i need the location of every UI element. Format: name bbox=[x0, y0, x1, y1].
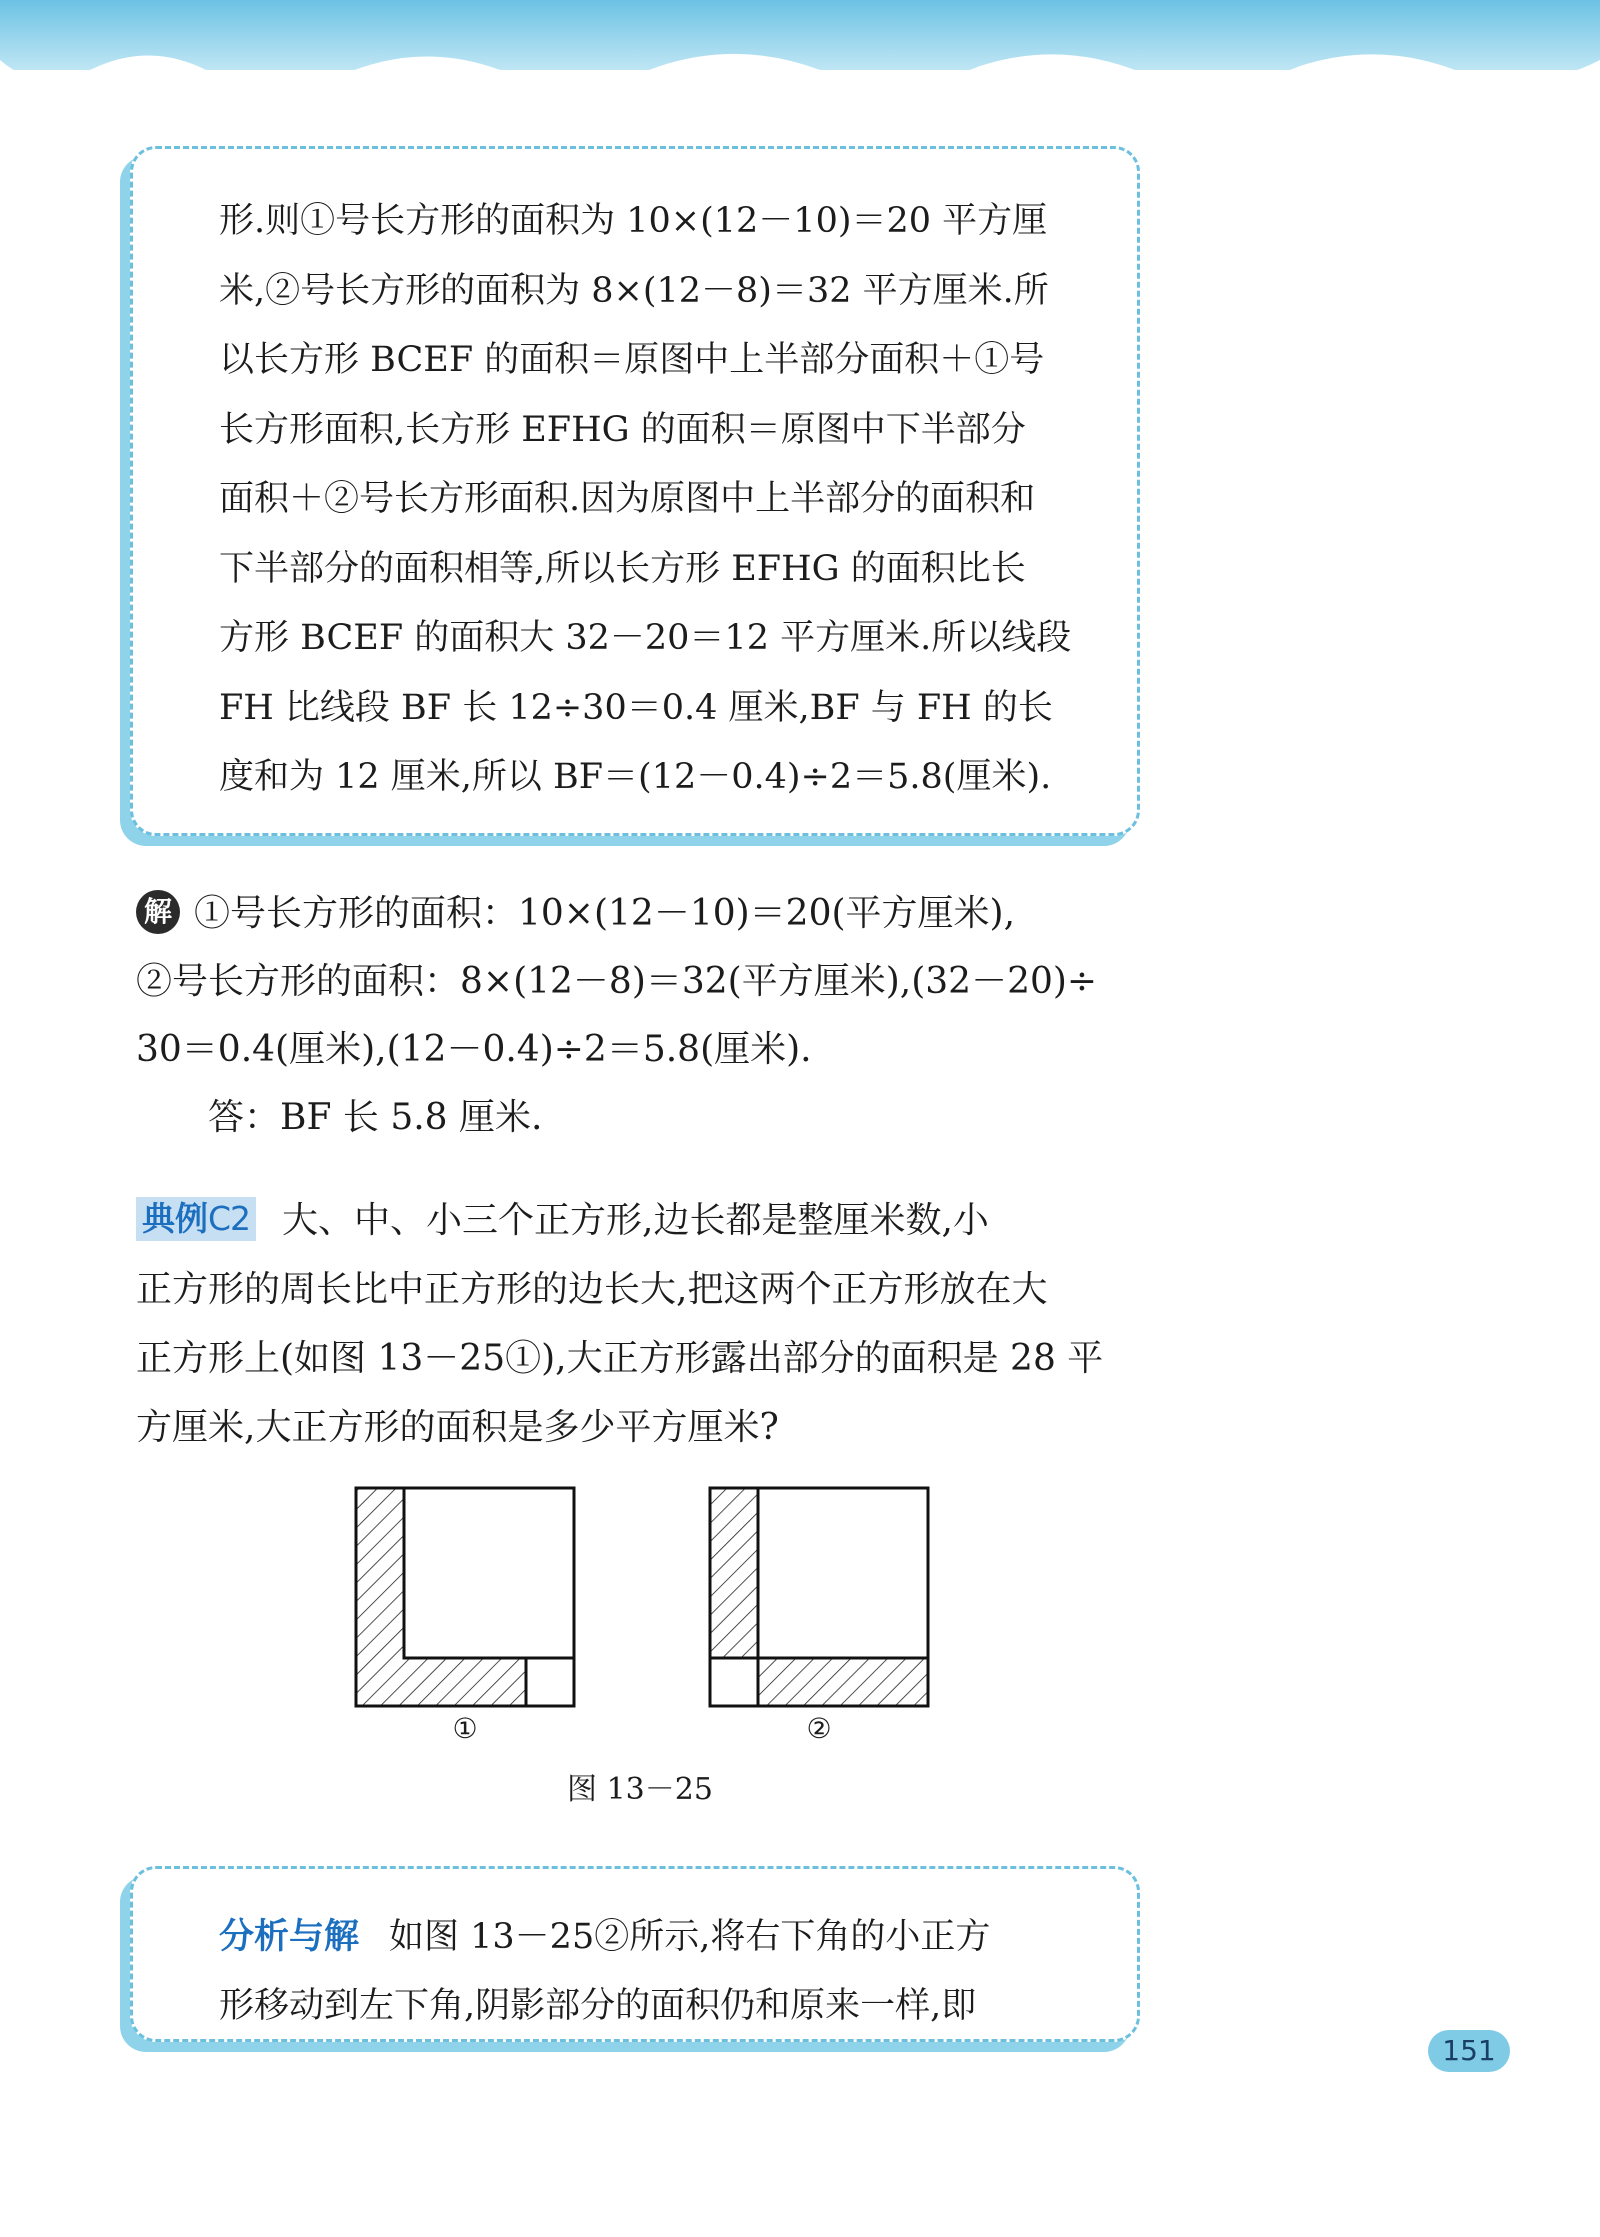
analysis-line-9: 度和为 12 厘米,所以 BF＝(12－0.4)÷2＝5.8(厘米). bbox=[219, 757, 1052, 797]
analysis-line-6: 下半部分的面积相等,所以长方形 EFHG 的面积比长 bbox=[219, 548, 1026, 589]
analysis-line-4: 长方形面积,长方形 EFHG 的面积＝原图中下半部分 bbox=[219, 409, 1026, 450]
example-badge bbox=[136, 1197, 256, 1241]
analysis-2-line-1-text: 如图 13－25②所示,将右下角的小正方 bbox=[389, 1917, 991, 1957]
solution-line-1 bbox=[136, 880, 1097, 948]
analysis-line-8: FH 比线段 BF 长 12÷30＝0.4 厘米,BF 与 FH 的长 bbox=[219, 687, 1053, 728]
solution-line-2: ②号长方形的面积：8×(12－8)＝32(平方厘米),(32－20)÷ bbox=[136, 961, 1098, 1002]
example-badge-prefix: 典例 bbox=[142, 1199, 208, 1238]
solution-badge: 解 bbox=[136, 890, 180, 934]
figure-2-squares bbox=[710, 1488, 928, 1706]
figure-2-medium-square bbox=[758, 1488, 928, 1658]
analysis-line-3: 以长方形 BCEF 的面积＝原图中上半部分面积＋①号 bbox=[219, 340, 1045, 380]
example-line-4: 方厘米,大正方形的面积是多少平方厘米? bbox=[136, 1407, 779, 1448]
analysis-line-7: 方形 BCEF 的面积大 32－20＝12 平方厘米.所以线段 bbox=[219, 618, 1072, 658]
figure-2-label: ② bbox=[806, 1712, 832, 1745]
analysis-2-line-2: 形移动到左下角,阴影部分的面积仍和原来一样,即 bbox=[219, 1986, 977, 2026]
analysis-line-2: 米,②号长方形的面积为 8×(12－8)＝32 平方厘米.所 bbox=[219, 270, 1049, 311]
analysis-line-5: 面积＋②号长方形面积.因为原图中上半部分的面积和 bbox=[219, 479, 1036, 519]
example-line-1-text: 大、中、小三个正方形,边长都是整厘米数,小 bbox=[282, 1200, 989, 1241]
analysis-box-2 bbox=[130, 1866, 1140, 2042]
solution-block bbox=[136, 880, 1097, 1152]
figure-2-small-square bbox=[710, 1658, 758, 1706]
figure-1-squares bbox=[356, 1488, 574, 1706]
header-cloud-band bbox=[0, 0, 1600, 110]
figure-1-medium-square bbox=[404, 1488, 574, 1658]
answer-line: 答：BF 长 5.8 厘米. bbox=[208, 1097, 543, 1138]
solution-line-3: 30＝0.4(厘米),(12－0.4)÷2＝5.8(厘米). bbox=[136, 1029, 812, 1070]
analysis-line-1: 形.则①号长方形的面积为 10×(12－10)＝20 平方厘 bbox=[219, 201, 1048, 241]
example-line-3: 正方形上(如图 13－25①),大正方形露出部分的面积是 28 平 bbox=[136, 1338, 1104, 1379]
example-line-2: 正方形的周长比中正方形的边长大,把这两个正方形放在大 bbox=[136, 1269, 1048, 1310]
page-number: 151 bbox=[1428, 2030, 1510, 2072]
example-block bbox=[136, 1186, 1103, 1462]
figure-1-label: ① bbox=[452, 1712, 478, 1745]
figure-1-small-square bbox=[526, 1658, 574, 1706]
solution-line-1-text: ①号长方形的面积：10×(12－10)＝20(平方厘米), bbox=[194, 893, 1016, 934]
analysis-2-line-1 bbox=[219, 1903, 1077, 1972]
analysis-box-1 bbox=[130, 146, 1140, 836]
example-badge-code: C2 bbox=[208, 1199, 251, 1238]
figure-squares-diagram bbox=[340, 1470, 960, 1770]
analysis-label: 分析与解 bbox=[219, 1917, 360, 1957]
figure-caption: 图 13－25 bbox=[567, 1772, 713, 1807]
example-line-1 bbox=[136, 1186, 1103, 1255]
